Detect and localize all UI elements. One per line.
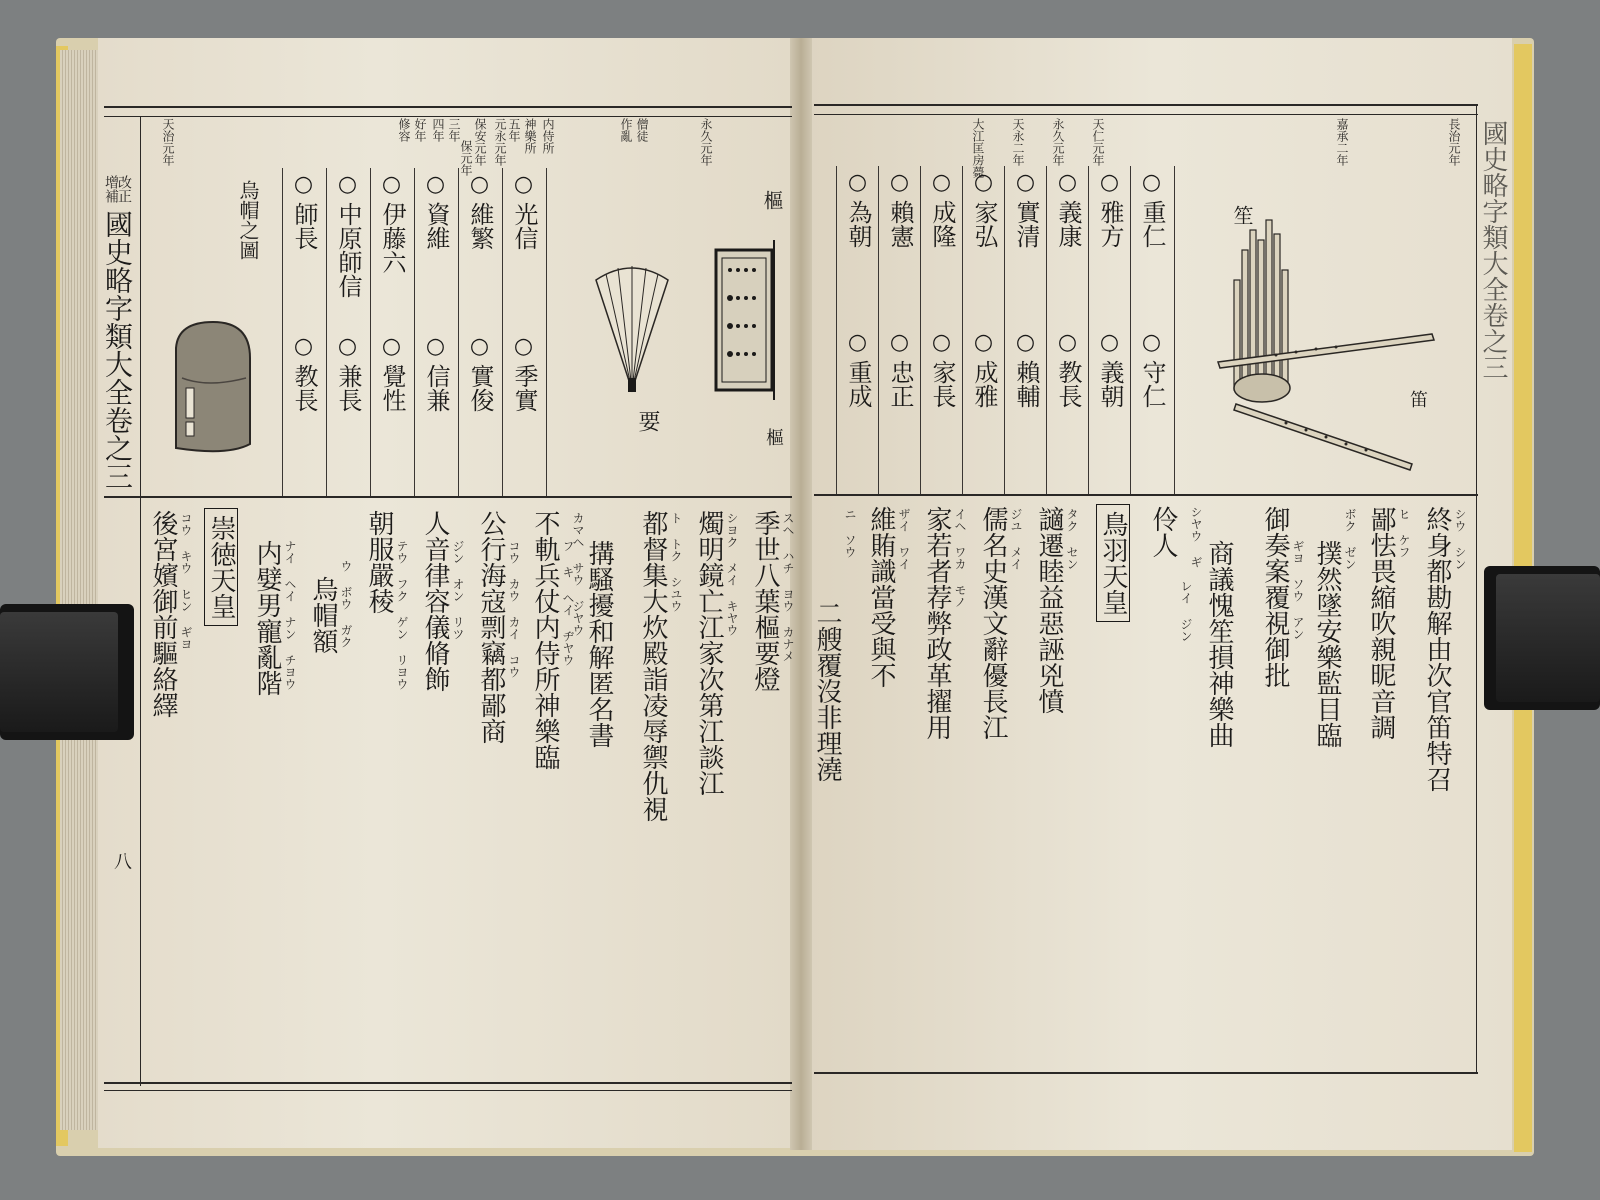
glossary-column: 御奏案覆視御批 xyxy=(1260,506,1290,688)
upper-name-top: 家弘 xyxy=(970,200,998,248)
name-marker-icon: ○ xyxy=(887,170,912,195)
glossary-column: 商議愧笙損神樂曲 xyxy=(1204,540,1234,748)
glossary-column: 季世八葉樞要燈 xyxy=(750,510,780,692)
glossary-column: 搆騷擾和解匿名書 xyxy=(584,540,614,748)
upper-name-top: 為朝 xyxy=(844,200,872,248)
name-marker-icon: ○ xyxy=(511,334,536,359)
frame-illustration xyxy=(712,240,782,400)
right-era-note: 永久元年 xyxy=(1051,118,1065,166)
right-era-note: 嘉承二年 xyxy=(1335,118,1349,166)
frame-label-bottom: 樞 xyxy=(763,428,784,446)
left-era-note: 保安元年 xyxy=(473,118,487,166)
right-top-rule xyxy=(814,104,1478,106)
upper-name-top: 賴憲 xyxy=(886,200,914,248)
name-marker-icon: ○ xyxy=(291,334,316,359)
upper-name-bottom: 信兼 xyxy=(422,364,450,412)
upper-name-bottom: 實俊 xyxy=(466,364,494,412)
glossary-gloss: ナイ ヘイ ナン チヨウ xyxy=(283,540,297,690)
eboshi-caption: 烏帽之圖 xyxy=(236,180,260,260)
left-era-note: 三年 xyxy=(447,118,461,142)
upper-name-top: 實清 xyxy=(1012,200,1040,248)
name-marker-icon: ○ xyxy=(971,170,996,195)
right-name-divider xyxy=(1088,166,1089,494)
upper-name-bottom: 成雅 xyxy=(970,360,998,408)
name-marker-icon: ○ xyxy=(467,334,492,359)
left-era-note: 内侍所 xyxy=(541,118,555,154)
left-bottom-rule-2 xyxy=(104,1090,792,1091)
glossary-gloss: シヨク メイ キヤウ xyxy=(725,512,739,636)
right-name-divider xyxy=(920,166,921,494)
left-era-note: 僧徒 xyxy=(635,118,649,142)
glossary-column: 家若者荐弊政革擢用 xyxy=(922,506,952,740)
left-name-divider xyxy=(370,168,371,496)
right-name-divider xyxy=(1130,166,1131,494)
left-book-title: 國史略字類大全卷之三 xyxy=(101,210,134,490)
upper-name-bottom: 季實 xyxy=(510,364,538,412)
name-marker-icon: ○ xyxy=(1139,330,1164,355)
name-marker-icon: ○ xyxy=(379,172,404,197)
glossary-column: 撲然墜安樂監目臨 xyxy=(1312,540,1342,748)
glossary-gloss: タク セン xyxy=(1065,508,1079,570)
glossary-gloss: ト トク シユウ xyxy=(669,512,683,612)
right-page-weight-face xyxy=(1496,574,1600,702)
name-marker-icon: ○ xyxy=(423,334,448,359)
frame-label-top: 樞 xyxy=(760,190,784,210)
name-marker-icon: ○ xyxy=(1055,170,1080,195)
right-name-divider xyxy=(1004,166,1005,494)
glossary-gloss: フ キ ヘイ ヂヤウ xyxy=(561,540,575,666)
name-marker-icon: ○ xyxy=(1055,330,1080,355)
left-era-note: 四年 xyxy=(431,118,445,142)
name-marker-icon: ○ xyxy=(335,172,360,197)
right-mid-rule xyxy=(814,494,1478,496)
glossary-gloss: スヘ ハチ ヨウ カナメ xyxy=(781,512,795,662)
upper-name-top: 光信 xyxy=(510,202,538,250)
upper-name-top: 資維 xyxy=(422,202,450,250)
upper-name-bottom: 義朝 xyxy=(1096,360,1124,408)
glossary-column: 儒名史漢文辭優長江 xyxy=(978,506,1008,740)
page-edges xyxy=(60,50,100,1130)
glossary-gloss: ジン オン リツ xyxy=(451,540,465,640)
name-marker-icon: ○ xyxy=(291,172,316,197)
eboshi-illustration xyxy=(168,318,258,458)
glossary-column: 内嬖男寵亂階 xyxy=(252,540,282,696)
name-marker-icon: ○ xyxy=(971,330,996,355)
left-name-divider xyxy=(546,168,547,496)
glossary-gloss: テウ フク ゲン リヨウ xyxy=(395,540,409,690)
upper-name-top: 雅方 xyxy=(1096,200,1124,248)
left-title-prefix2: 增補 xyxy=(103,175,119,203)
name-marker-icon: ○ xyxy=(1139,170,1164,195)
glossary-column: 維賄識當受與不 xyxy=(866,506,896,688)
upper-name-top: 師長 xyxy=(290,202,318,250)
glossary-gloss: ヒ ケフ xyxy=(1397,508,1411,558)
glossary-column: 烏帽額 xyxy=(308,576,338,654)
fan-label: 要 xyxy=(635,410,660,432)
name-marker-icon: ○ xyxy=(335,334,360,359)
glossary-column: 後宮嬪御前驅絡繹 xyxy=(148,510,178,718)
right-name-divider xyxy=(1174,166,1175,494)
left-era-note: 保元年 xyxy=(459,140,473,176)
left-era-note: 神樂所 xyxy=(523,118,537,154)
name-marker-icon: ○ xyxy=(467,172,492,197)
flute-label: 笛 xyxy=(1407,390,1428,408)
left-name-divider xyxy=(458,168,459,496)
glossary-column: 鄙怯畏縮吹親昵音調 xyxy=(1366,506,1396,740)
name-marker-icon: ○ xyxy=(1097,330,1122,355)
glossary-column: 伶人 xyxy=(1148,506,1178,558)
right-name-divider xyxy=(1046,166,1047,494)
left-era-note: 修容 xyxy=(397,118,411,142)
glossary-column: 公行海寇剽竊都鄙商 xyxy=(476,510,506,744)
name-marker-icon: ○ xyxy=(929,170,954,195)
left-upper-frame-top xyxy=(104,116,792,117)
right-era-note: 大江匡房薨 xyxy=(971,118,985,178)
name-marker-icon: ○ xyxy=(379,334,404,359)
glossary-gloss: レイ ジン xyxy=(1179,580,1193,642)
glossary-gloss: ジユ メイ xyxy=(1009,508,1023,570)
right-name-divider xyxy=(962,166,963,494)
left-name-divider xyxy=(326,168,327,496)
left-era-note: 作亂 xyxy=(619,118,633,142)
left-page-number: 八 xyxy=(111,852,132,870)
upper-name-bottom: 覺性 xyxy=(378,364,406,412)
right-era-note: 長治元年 xyxy=(1447,118,1461,166)
glossary-gloss: イヘ ワカ モノ xyxy=(953,508,967,608)
right-sidebar-rule xyxy=(1476,104,1477,1074)
glossary-column: 二艘覆沒非理澆 xyxy=(812,600,842,782)
emperor-heading: 崇徳天皇 xyxy=(204,508,238,626)
left-name-divider xyxy=(282,168,283,496)
upper-name-top: 重仁 xyxy=(1138,200,1166,248)
right-upper-frame-top xyxy=(814,114,1478,115)
glossary-column: 燭明鏡亡江家次第江談江 xyxy=(694,510,724,796)
name-marker-icon: ○ xyxy=(423,172,448,197)
fan-illustration xyxy=(592,260,672,400)
right-name-divider xyxy=(878,166,879,494)
left-era-note: 元永元年 xyxy=(493,118,507,166)
right-name-divider xyxy=(836,166,837,494)
right-era-note: 天永二年 xyxy=(1011,118,1025,166)
glossary-column: 讁遷睦益惡誣兇憤 xyxy=(1034,506,1064,714)
upper-name-top: 維繁 xyxy=(466,202,494,250)
glossary-gloss: ギヨ ソウ アン xyxy=(1291,540,1305,640)
flute-illustration xyxy=(1216,330,1436,470)
name-marker-icon: ○ xyxy=(1097,170,1122,195)
glossary-gloss: シヤウ ギ xyxy=(1189,506,1203,568)
upper-name-bottom: 家長 xyxy=(928,360,956,408)
upper-name-top: 成隆 xyxy=(928,200,956,248)
upper-name-bottom: 重成 xyxy=(844,360,872,408)
name-marker-icon: ○ xyxy=(845,330,870,355)
right-era-note: 天仁元年 xyxy=(1091,118,1105,166)
upper-name-top: 伊藤六 xyxy=(378,202,406,274)
left-page-weight-face xyxy=(0,612,118,732)
left-title-prefix: 改正 xyxy=(116,175,132,203)
glossary-column: 不軌兵仗内侍所神樂臨 xyxy=(530,510,560,770)
upper-name-bottom: 教長 xyxy=(1054,360,1082,408)
upper-name-bottom: 兼長 xyxy=(334,364,362,412)
name-marker-icon: ○ xyxy=(887,330,912,355)
upper-name-bottom: 教長 xyxy=(290,364,318,412)
left-sidebar-rule xyxy=(140,116,141,1086)
upper-name-bottom: 忠正 xyxy=(886,360,914,408)
sho-label: 笙 xyxy=(1230,205,1254,225)
name-marker-icon: ○ xyxy=(511,172,536,197)
right-book-title: 國史略字類大全卷之三 xyxy=(1478,120,1508,380)
upper-name-top: 中原師信 xyxy=(334,202,362,298)
glossary-column: 人音律容儀脩飾 xyxy=(420,510,450,692)
glossary-gloss: ニ ソウ xyxy=(843,508,857,558)
left-era-note: 好年 xyxy=(413,118,427,142)
glossary-gloss: コウ キウ ヒン ギヨ xyxy=(179,512,193,650)
name-marker-icon: ○ xyxy=(929,330,954,355)
emperor-heading: 鳥羽天皇 xyxy=(1096,504,1130,622)
name-marker-icon: ○ xyxy=(1013,330,1038,355)
upper-name-top: 義康 xyxy=(1054,200,1082,248)
name-marker-icon: ○ xyxy=(1013,170,1038,195)
left-era-note: 天治元年 xyxy=(161,118,175,166)
glossary-column: 都督集大炊殿詣凌辱禦仇視 xyxy=(638,510,668,822)
glossary-gloss: ボク ゼン xyxy=(1343,508,1357,570)
glossary-gloss: ザイ ワイ xyxy=(897,508,911,570)
left-name-divider xyxy=(414,168,415,496)
glossary-column: 朝服嚴稜 xyxy=(364,510,394,614)
left-name-divider xyxy=(502,168,503,496)
name-marker-icon: ○ xyxy=(845,170,870,195)
left-bottom-rule xyxy=(104,1082,792,1084)
left-era-note: 五年 xyxy=(507,118,521,142)
glossary-gloss: カマヘ サウ ジヤウ xyxy=(571,512,585,636)
left-mid-rule xyxy=(104,496,792,498)
upper-name-bottom: 守仁 xyxy=(1138,360,1166,408)
glossary-gloss: シウ シン xyxy=(1453,508,1467,570)
glossary-gloss: コウ カウ カイ コウ xyxy=(507,540,521,678)
right-bottom-rule xyxy=(814,1072,1478,1074)
glossary-gloss: ウ ボウ ガク xyxy=(339,560,353,648)
left-era-note: 永久元年 xyxy=(699,118,713,166)
left-top-rule xyxy=(104,106,792,108)
glossary-column: 終身都勘解由次官笛特召 xyxy=(1422,506,1452,792)
upper-name-bottom: 賴輔 xyxy=(1012,360,1040,408)
